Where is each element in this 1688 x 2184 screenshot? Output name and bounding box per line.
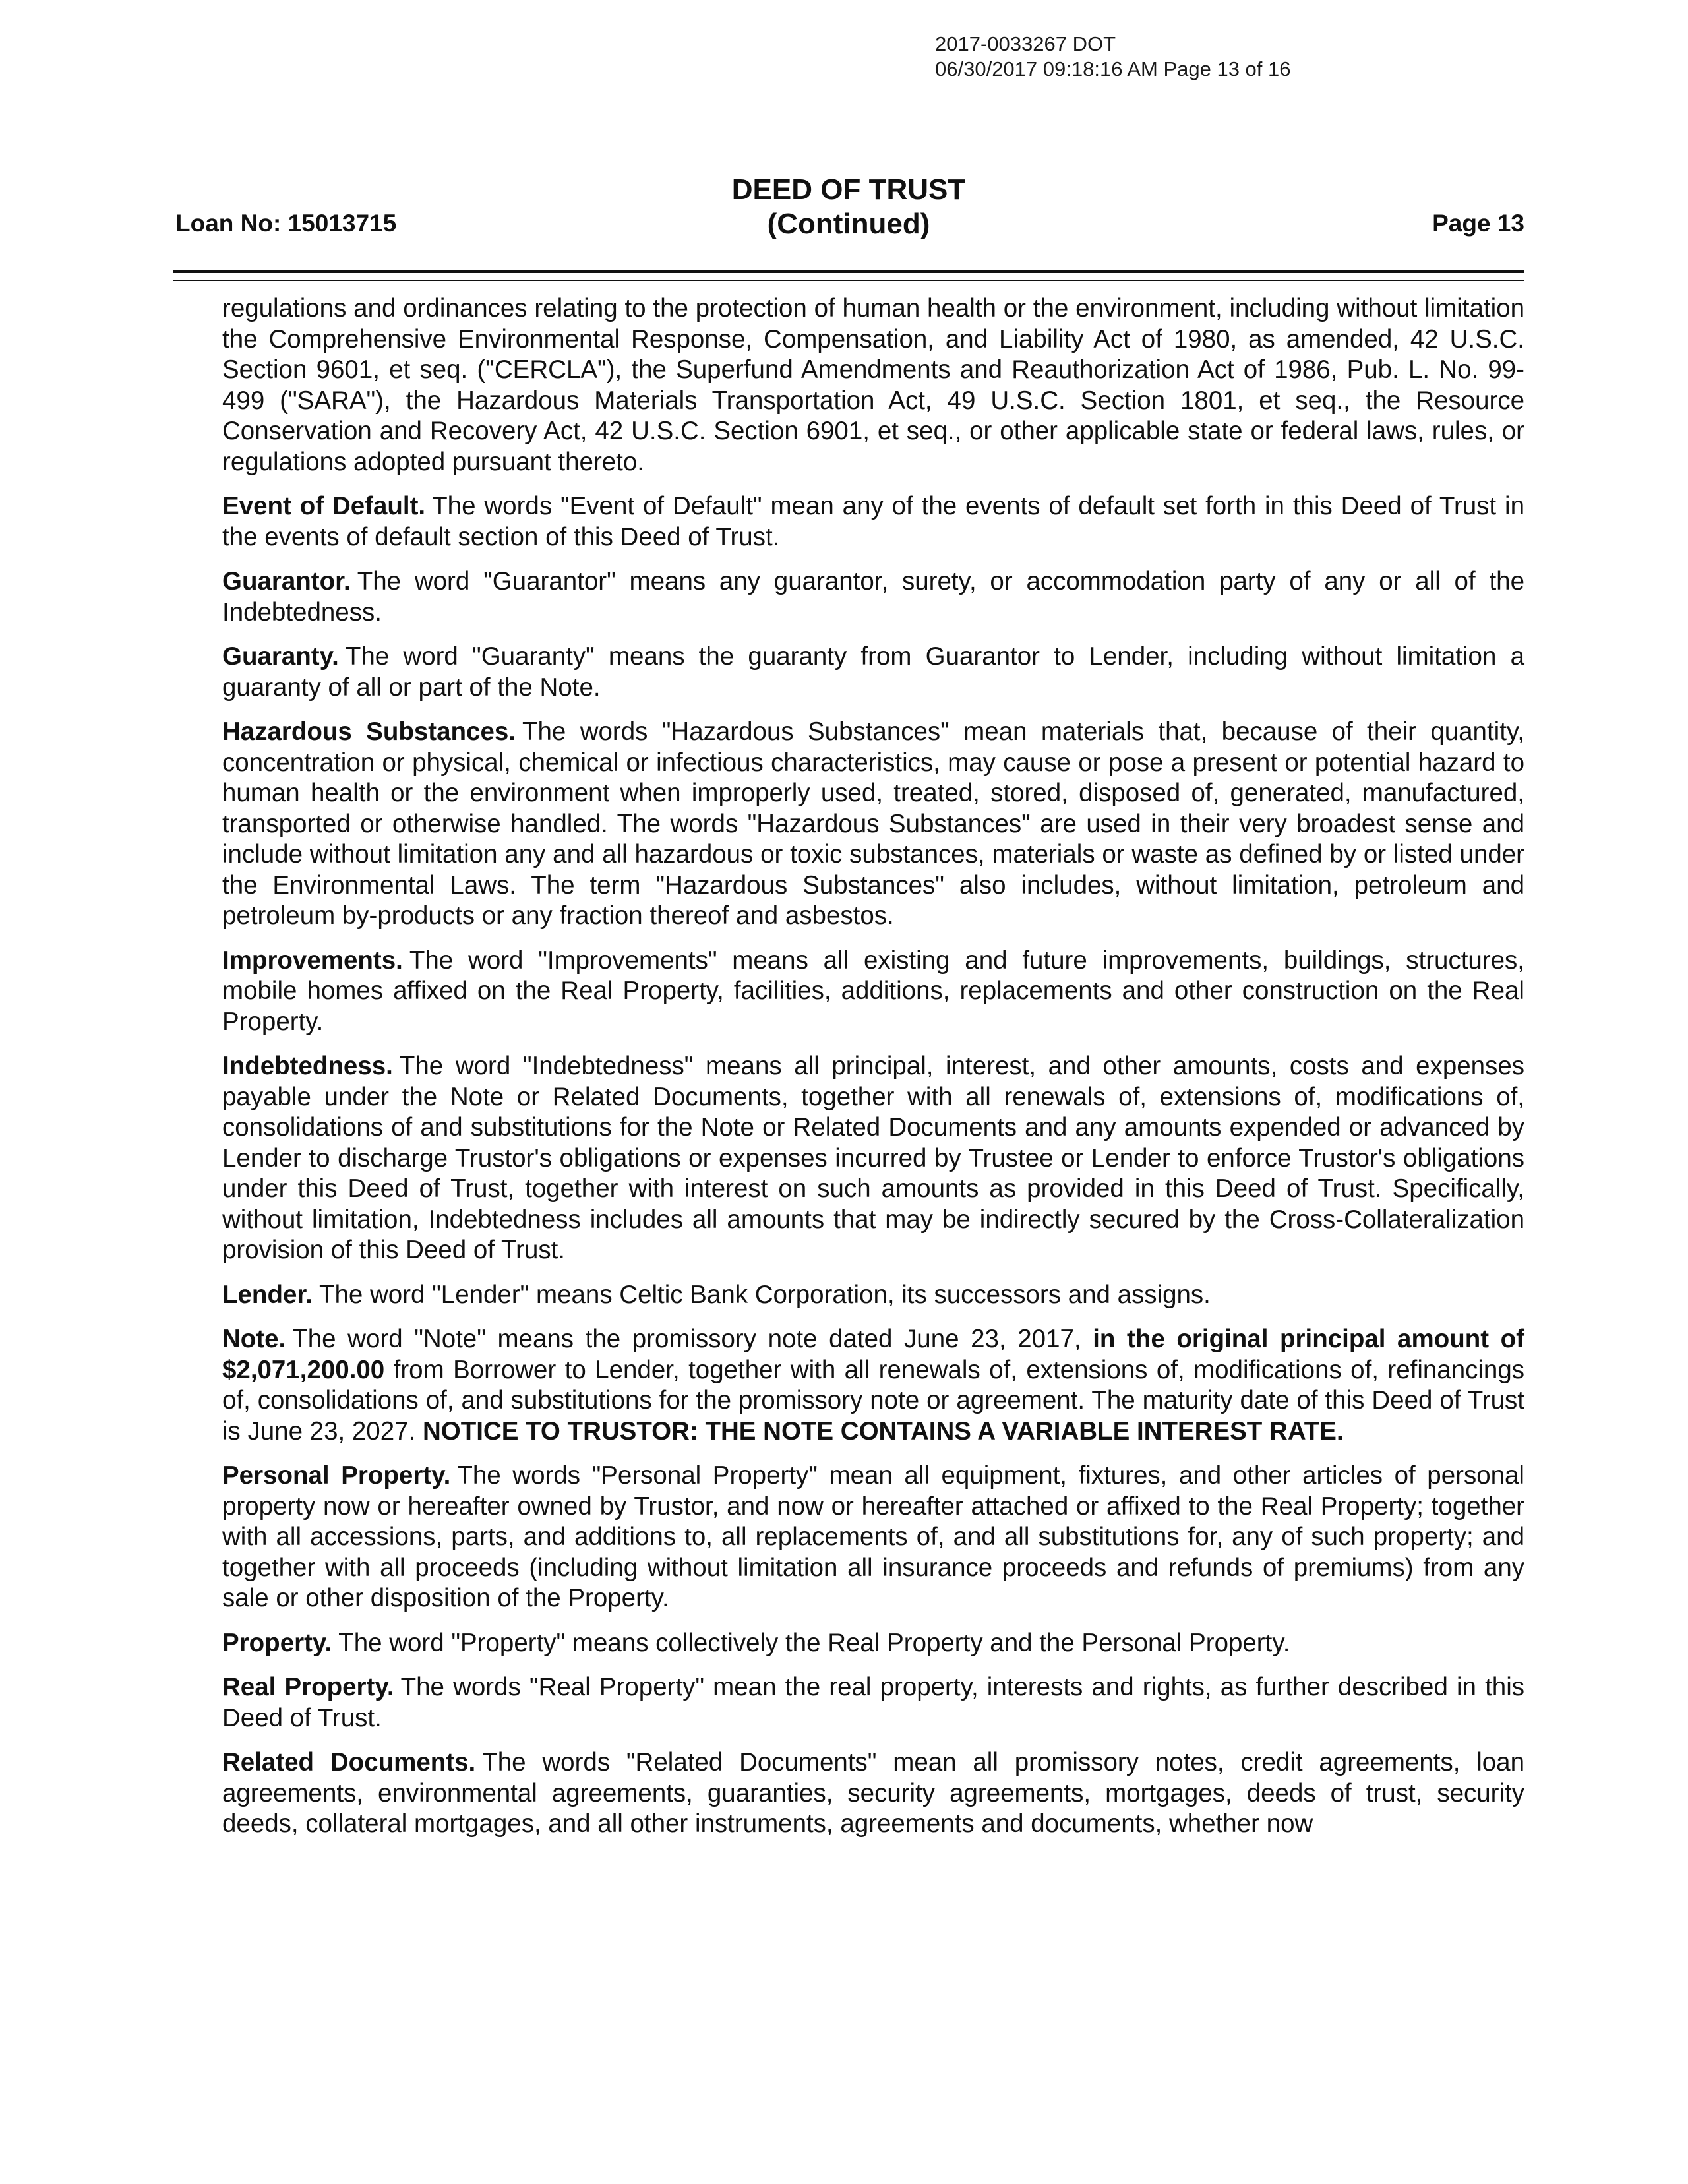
definition-personal-property: [222, 1461, 1524, 1614]
definition-term: Lender.: [222, 1280, 313, 1309]
variable-rate-notice: NOTICE TO TRUSTOR: THE NOTE CONTAINS A VARIABLE INTEREST RATE.: [422, 1416, 1344, 1445]
document-title: DEED OF TRUST: [731, 173, 966, 206]
header-divider-thick: [173, 270, 1524, 273]
definition-note: [222, 1324, 1524, 1447]
definition-indebtedness: [222, 1051, 1524, 1266]
definition-term: Note.: [222, 1325, 286, 1353]
definition-related-documents: [222, 1747, 1524, 1840]
definition-lender: [222, 1280, 1524, 1311]
definition-term: Real Property.: [222, 1673, 394, 1701]
loan-number: Loan No: 15013715: [175, 210, 397, 237]
document-subtitle: (Continued): [767, 208, 930, 240]
page-number: Page 13: [1432, 210, 1524, 237]
definition-event-of-default: [222, 491, 1524, 553]
definition-text-continued: from Borrower to Lender, together with all renewals of, extensions of, modifications of, refinancings of, consolidations of, and substitutions for the promissory note or agreement. The maturity date of this Deed of Trust is June 23, 2027.: [222, 1355, 1524, 1445]
definition-term: Event of Default.: [222, 492, 426, 520]
definition-text: The words "Personal Property" mean all equipment, fixtures, and other articles of personal property now or hereafter owned by Trustor, and now or hereafter attached or affixed to the Real Property; together with all accessions, parts, and additions to, all replacements of, and all substitutions for, any of such property; and together with all proceeds (including without limitation all insurance proceeds and refunds of premiums) from any sale or other disposition of the Property.: [222, 1461, 1524, 1612]
definition-term: Hazardous Substances.: [222, 717, 516, 746]
recording-number: 2017-0033267 DOT: [935, 32, 1116, 55]
definition-term: Indebtedness.: [222, 1052, 393, 1080]
definition-text: The word "Guarantor" means any guarantor, surety, or accommodation party of any or all of the Indebtedness.: [222, 567, 1524, 626]
definition-real-property: [222, 1672, 1524, 1734]
definition-text: The word "Indebtedness" means all principal, interest, and other amounts, costs and expenses payable under the Note or Related Documents, together with all renewals of, extensions of, modifications of, consolidations of and substitutions for the Note or Related Documents and any amounts expended or advanced by Lender to discharge Trustor's obligations or expenses incurred by Trustee or Lender to enforce Trustor's obligations under this Deed of Trust, together with interest on such amounts as provided in this Deed of Trust. Specifically, without limitation, Indebtedness includes all amounts that may be indirectly secured by the Cross-Collateralization provision of this Deed of Trust.: [222, 1052, 1524, 1264]
definition-term: Guarantor.: [222, 567, 351, 595]
recording-stamp: [935, 32, 1291, 82]
definition-text: The words "Event of Default" mean any of the events of default set forth in this Deed of Trust in the events of default section of this Deed of Trust.: [222, 492, 1524, 551]
definition-hazardous-substances: [222, 717, 1524, 932]
definition-text: The word "Guaranty" means the guaranty from Guarantor to Lender, including without limitation a guaranty of all or part of the Note.: [222, 642, 1524, 702]
document-body: [222, 293, 1524, 1840]
definition-text: The word "Improvements" means all existing and future improvements, buildings, structures, mobile homes affixed on the Real Property, facilities, additions, replacements and other construction on the Real Property.: [222, 946, 1524, 1036]
definition-text: The word "Lender" means Celtic Bank Corporation, its successors and assigns.: [318, 1280, 1211, 1309]
definition-text: The words "Real Property" mean the real property, interests and rights, as further described in this Deed of Trust.: [222, 1673, 1524, 1732]
header-divider-thin: [173, 280, 1524, 281]
recording-date-page: 06/30/2017 09:18:16 AM Page 13 of 16: [935, 57, 1291, 80]
definition-term: Property.: [222, 1628, 332, 1657]
definition-property: [222, 1628, 1524, 1659]
definition-improvements: [222, 946, 1524, 1038]
definition-guarantor: [222, 566, 1524, 628]
note-principal-amount: in the original principal amount of $2,071,200.00: [222, 1325, 1524, 1384]
definition-term: Improvements.: [222, 946, 403, 975]
definition-guaranty: [222, 642, 1524, 703]
intro-paragraph: regulations and ordinances relating to the protection of human health or the environment, including without limitation the Comprehensive Environmental Response, Compensation, and Liability Act of 1980, as amended, 42 U.S.C. Section 9601, et seq. ("CERCLA"), the Superfund Amendments and Reauthorization Act of 1986, Pub. L. No. 99-499 ("SARA"), the Hazardous Materials Transportation Act, 49 U.S.C. Section 1801, et seq., the Resource Conservation and Recovery Act, 42 U.S.C. Section 6901, et seq., or other applicable state or federal laws, rules, or regulations adopted pursuant thereto.: [222, 294, 1524, 476]
definition-text: The words "Related Documents" mean all promissory notes, credit agreements, loan agreements, environmental agreements, guaranties, security agreements, mortgages, deeds of trust, security deeds, collateral mortgages, and all other instruments, agreements and documents, whether now: [222, 1748, 1524, 1838]
page-header: [173, 173, 1524, 253]
definition-term: Personal Property.: [222, 1461, 451, 1490]
definition-text: The word "Note" means the promissory note dated June 23, 2017,: [292, 1325, 1081, 1353]
definition-text: The word "Property" means collectively the Real Property and the Personal Property.: [338, 1628, 1290, 1657]
definition-text: The words "Hazardous Substances" mean materials that, because of their quantity, concentration or physical, chemical or infectious characteristics, may cause or pose a present or potential hazard to human health or the environment when improperly used, treated, stored, disposed of, generated, manufactured, transported or otherwise handled. The words "Hazardous Substances" are used in their very broadest sense and include without limitation any and all hazardous or toxic substances, materials or waste as defined by or listed under the Environmental Laws. The term "Hazardous Substances" also includes, without limitation, petroleum and petroleum by-products or any fraction thereof and asbestos.: [222, 717, 1524, 930]
definition-term: Related Documents.: [222, 1748, 476, 1776]
definition-term: Guaranty.: [222, 642, 339, 671]
